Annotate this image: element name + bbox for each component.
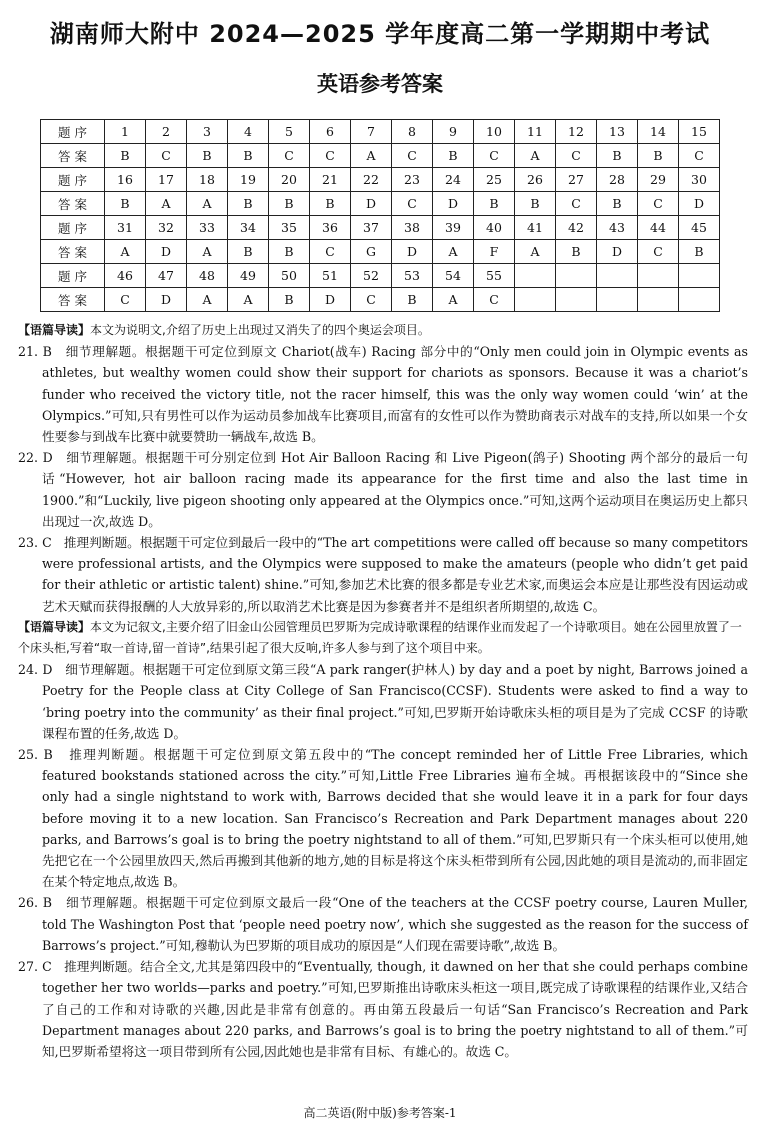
question-number-cell: 47 (146, 264, 187, 288)
answer-cell: C (351, 288, 392, 312)
answer-cell: C (269, 144, 310, 168)
question-number-cell: 12 (556, 120, 597, 144)
question-number-cell: 40 (474, 216, 515, 240)
question-number-cell: 7 (351, 120, 392, 144)
answer-cell: D (597, 240, 638, 264)
question-number-cell: 52 (351, 264, 392, 288)
question-number-cell: 53 (392, 264, 433, 288)
intro-tag: 【语篇导读】 (18, 619, 91, 634)
question-number-cell: 21 (310, 168, 351, 192)
answer-cell: D (679, 192, 720, 216)
answer-cell: C (679, 144, 720, 168)
answer-cell: A (228, 288, 269, 312)
answer-label: 答 案 (41, 288, 105, 312)
answer-cell: A (351, 144, 392, 168)
answer-letter: C (42, 959, 52, 975)
answer-cell: A (105, 240, 146, 264)
answer-cell: C (146, 144, 187, 168)
answer-cell: A (187, 240, 228, 264)
question-number-cell: 35 (269, 216, 310, 240)
answer-cell: A (515, 144, 556, 168)
answer-cell: A (515, 240, 556, 264)
answer-cell: B (556, 240, 597, 264)
answer-cell: C (310, 240, 351, 264)
intro-tag: 【语篇导读】 (18, 323, 91, 337)
answer-cell: C (392, 144, 433, 168)
question-number-cell: 31 (105, 216, 146, 240)
question-number-cell: 15 (679, 120, 720, 144)
answer-cell: D (351, 192, 392, 216)
explanation-text: 细节理解题。根据题干可分别定位到 Hot Air Balloon Racing 和 Live Pigeon(鸽子) Shooting 两个部分的最后一句话“However, hot air balloon racing made its appearance for the first time and also the last time in 1900.”和“Luckily, live pigeon shooting only appeared at the Olympics once.”可知,这两个运动项目在奥运历史上都只出现过一次,故选 D。 (42, 450, 748, 529)
answer-cell: B (597, 192, 638, 216)
question-number-cell: 28 (597, 168, 638, 192)
answer-cell: C (474, 144, 515, 168)
answer-explanation (18, 956, 748, 1062)
question-number-row (41, 264, 720, 288)
answer-cell: B (392, 288, 433, 312)
answer-explanation (18, 659, 748, 744)
answer-table (40, 119, 720, 312)
answer-cell: D (310, 288, 351, 312)
explanation-text: 推理判断题。根据题干可定位到原文第五段中的“The concept reminded her of Little Free Libraries, which featured bookstands stationed across the city.”可知,Little Free Libraries 遍布全城。再根据该段中的“Since she only had a single nightstand to work with, Barrows decided that she would leave it in a park for four days before moving it to a new location. San Francisco’s Recreation and Park Department manages about 220 parks, and Barrows’s goal is to bring the poetry nightstand to all of them.”可知,巴罗斯只有一个床头柜可以使用,她先把它在一个公园里放四天,然后再搬到其他新的地方,她的目标是将这个床头柜带到所有公园,因此她的项目是流动的,而非固定在某个特定地点,故选 B。 (42, 747, 748, 890)
answer-cell: B (105, 192, 146, 216)
intro-text: 本文为记叙文,主要介绍了旧金山公园管理员巴罗斯为完成诗歌课程的结课作业而发起了一个诗歌项目。她在公园里放置了一个床头柜,写着“取一首诗,留一首诗”,结果引起了很大反响,许多人参与到了这个项目中来。 (18, 619, 742, 656)
question-number-cell: 49 (228, 264, 269, 288)
question-number-cell: 43 (597, 216, 638, 240)
page-subtitle: 英语参考答案 (317, 72, 443, 96)
answer-cell (597, 288, 638, 312)
question-number-cell: 1 (105, 120, 146, 144)
answer-cell: C (392, 192, 433, 216)
question-number: 22. (18, 450, 39, 466)
answer-cell: B (105, 144, 146, 168)
answer-cell: B (597, 144, 638, 168)
question-number-cell: 33 (187, 216, 228, 240)
answer-letter: D (42, 662, 53, 678)
answer-row (41, 288, 720, 312)
explanation-text: 推理判断题。根据题干可定位到最后一段中的“The art competitions were called off because so many competitors were professional artists, and the Olympics were supposed to make the amateurs (people who didn’t get paid for their athletic or artistic talent) shine.”可知,参加艺术比赛的很多都是专业艺术家,而奥运会本应是让那些没有因运动或艺术天赋而获得报酬的人大放异彩的,所以取消艺术比赛是因为参赛者并不是组织者所期望的,故选 C。 (42, 535, 748, 614)
answer-cell: B (228, 240, 269, 264)
question-number-cell: 5 (269, 120, 310, 144)
question-number-cell: 13 (597, 120, 638, 144)
answer-cell: C (474, 288, 515, 312)
question-number: 26. (18, 895, 39, 911)
question-number-cell: 39 (433, 216, 474, 240)
question-label: 题 序 (41, 168, 105, 192)
answer-letter: C (42, 535, 52, 551)
question-number-cell: 27 (556, 168, 597, 192)
question-number-cell: 48 (187, 264, 228, 288)
question-number-cell (638, 264, 679, 288)
answer-cell: B (474, 192, 515, 216)
question-number-cell: 20 (269, 168, 310, 192)
question-number: 23. (18, 535, 39, 551)
question-label: 题 序 (41, 264, 105, 288)
answer-explanation (18, 744, 748, 892)
answer-cell (556, 288, 597, 312)
question-number-row (41, 216, 720, 240)
question-number-cell: 51 (310, 264, 351, 288)
passage-intro (18, 320, 748, 341)
answer-cell: A (433, 288, 474, 312)
answer-cell: B (269, 192, 310, 216)
answer-cell: B (269, 240, 310, 264)
question-number-cell (597, 264, 638, 288)
question-number-cell: 8 (392, 120, 433, 144)
question-number-cell: 6 (310, 120, 351, 144)
question-number-row (41, 168, 720, 192)
answer-cell (638, 288, 679, 312)
answer-cell: C (310, 144, 351, 168)
question-label: 题 序 (41, 216, 105, 240)
answer-cell: C (105, 288, 146, 312)
answer-label: 答 案 (41, 240, 105, 264)
passage-intro (18, 617, 748, 659)
question-number-cell: 16 (105, 168, 146, 192)
question-number: 21. (18, 344, 39, 360)
question-number-cell (679, 264, 720, 288)
question-number-cell: 37 (351, 216, 392, 240)
question-number: 25. (18, 747, 39, 763)
answer-row (41, 240, 720, 264)
answer-letter: D (42, 450, 53, 466)
question-number-cell: 22 (351, 168, 392, 192)
explanation-text: 细节理解题。根据题干可定位到原文最后一段“One of the teachers at the CCSF poetry course, Lauren Muller, told The Washington Post that ‘people need poetry now’, which she suggested as the reason for the success of Barrows’s project.”可知,穆勒认为巴罗斯的项目成功的原因是“人们现在需要诗歌”,故选 B。 (42, 895, 748, 953)
question-number-cell (556, 264, 597, 288)
answer-explanation (18, 341, 748, 447)
answer-cell: C (638, 192, 679, 216)
answer-cell: G (351, 240, 392, 264)
question-number: 27. (18, 959, 39, 975)
question-number-cell: 26 (515, 168, 556, 192)
answer-row (41, 192, 720, 216)
answer-cell: A (187, 288, 228, 312)
intro-text: 本文为说明文,介绍了历史上出现过又消失了的四个奥运会项目。 (90, 323, 430, 337)
answer-cell: D (433, 192, 474, 216)
answer-cell: B (228, 144, 269, 168)
answer-cell: B (515, 192, 556, 216)
question-number-cell: 11 (515, 120, 556, 144)
question-number-cell: 55 (474, 264, 515, 288)
explanations (18, 320, 748, 1062)
answer-cell: C (556, 192, 597, 216)
question-number-cell: 10 (474, 120, 515, 144)
answer-cell (679, 288, 720, 312)
answer-cell: C (638, 240, 679, 264)
answer-cell: C (556, 144, 597, 168)
question-number-cell: 30 (679, 168, 720, 192)
explanation-text: 推理判断题。结合全文,尤其是第四段中的“Eventually, though, it dawned on her that she could perhaps combine together her two worlds—parks and poetry.”可知,巴罗斯推出诗歌床头柜这一项目,既完成了诗歌课程的结课作业,又结合了自己的工作和对诗歌的兴趣,因此是非常有创意的。再由第五段最后一句话“San Francisco’s Recreation and Park Department manages about 220 parks, and Barrows’s goal is to bring the poetry nightstand to all of them.”可知,巴罗斯希望将这一项目带到所有公园,因此她也是非常有目标、有雄心的。故选 C。 (42, 959, 749, 1059)
question-number-cell: 50 (269, 264, 310, 288)
question-number-cell: 34 (228, 216, 269, 240)
question-number-cell: 17 (146, 168, 187, 192)
question-number-cell: 32 (146, 216, 187, 240)
explanation-text: 细节理解题。根据题干可定位到原文第三段“A park ranger(护林人) by day and a poet by night, Barrows joined a Poetry for the People class at City College of San Francisco(CCSF). Students were asked to find a way to ‘bring poetry into the community’ as their final project.”可知,巴罗斯开始诗歌床头柜的项目是为了完成 CCSF 的诗歌课程布置的任务,故选 D。 (42, 662, 748, 741)
question-number: 24. (18, 662, 39, 678)
answer-cell: B (269, 288, 310, 312)
answer-cell: B (433, 144, 474, 168)
page-footer: 高二英语(附中版)参考答案-1 (303, 1106, 457, 1120)
answer-cell: B (228, 192, 269, 216)
answer-explanation (18, 447, 748, 532)
answer-cell: B (679, 240, 720, 264)
answer-label: 答 案 (41, 144, 105, 168)
question-number-cell: 46 (105, 264, 146, 288)
question-number-cell: 3 (187, 120, 228, 144)
question-number-cell: 4 (228, 120, 269, 144)
question-label: 题 序 (41, 120, 105, 144)
question-number-cell: 38 (392, 216, 433, 240)
answer-cell: B (310, 192, 351, 216)
question-number-cell: 19 (228, 168, 269, 192)
answer-letter: B (42, 895, 53, 911)
question-number-cell: 23 (392, 168, 433, 192)
answer-label: 答 案 (41, 192, 105, 216)
question-number-cell: 2 (146, 120, 187, 144)
answer-cell: A (187, 192, 228, 216)
answer-cell: F (474, 240, 515, 264)
answer-explanation (18, 892, 748, 956)
question-number-cell: 54 (433, 264, 474, 288)
answer-cell: D (146, 240, 187, 264)
question-number-cell (515, 264, 556, 288)
answer-cell (515, 288, 556, 312)
answer-explanation (18, 532, 748, 617)
question-number-cell: 42 (556, 216, 597, 240)
question-number-cell: 14 (638, 120, 679, 144)
page-title: 湖南师大附中 2024—2025 学年度高二第一学期期中考试 (49, 20, 711, 48)
answer-letter: B (42, 344, 52, 360)
question-number-cell: 44 (638, 216, 679, 240)
question-number-cell: 25 (474, 168, 515, 192)
answer-cell: D (392, 240, 433, 264)
question-number-cell: 9 (433, 120, 474, 144)
question-number-cell: 24 (433, 168, 474, 192)
answer-cell: B (187, 144, 228, 168)
answer-cell: A (146, 192, 187, 216)
answer-cell: B (638, 144, 679, 168)
answer-letter: B (43, 747, 53, 763)
question-number-cell: 36 (310, 216, 351, 240)
question-number-cell: 45 (679, 216, 720, 240)
question-number-cell: 41 (515, 216, 556, 240)
answer-cell: D (146, 288, 187, 312)
question-number-cell: 29 (638, 168, 679, 192)
question-number-row (41, 120, 720, 144)
explanation-text: 细节理解题。根据题干可定位到原文 Chariot(战车) Racing 部分中的“Only men could join in Olympic events as athletes, but wealthy women could show their support for chariots as sponsors. Because it was a chariot’s funder who received the victory title, not the racer himself, this was the only way women could ‘win’ at the Olympics.”可知,只有男性可以作为运动员参加战车比赛项目,而富有的女性可以作为赞助商表示对战车的支持,所以如果一个女性要参与到战车比赛中就要赞助一辆战车,故选 B。 (42, 344, 748, 445)
question-number-cell: 18 (187, 168, 228, 192)
answer-row (41, 144, 720, 168)
answer-cell: A (433, 240, 474, 264)
